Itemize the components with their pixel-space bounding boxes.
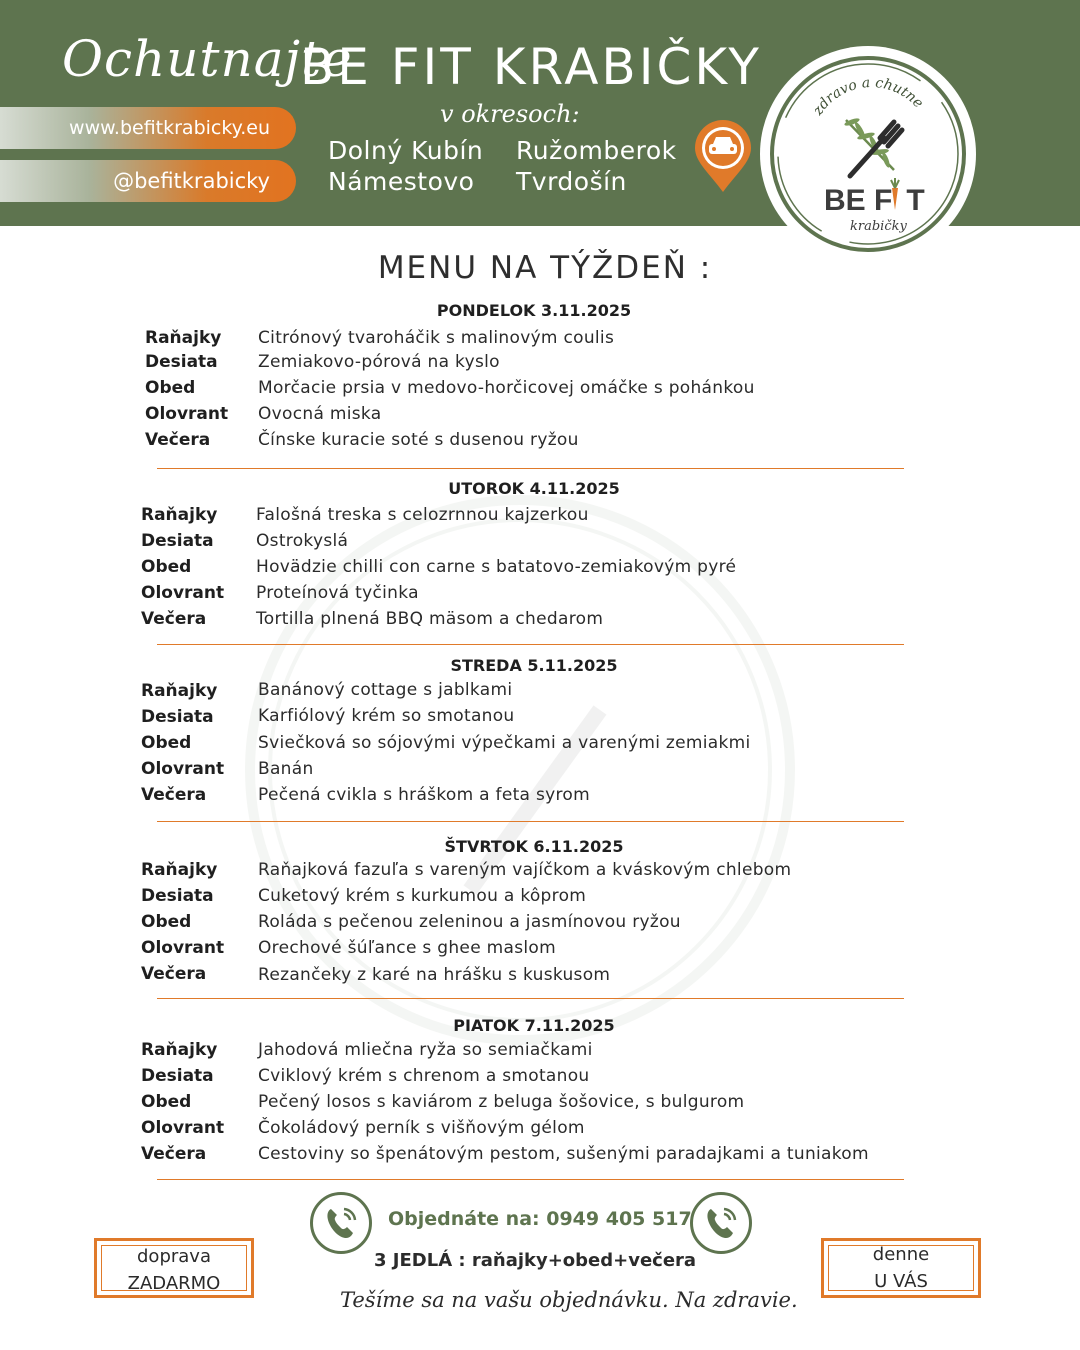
phone-icon[interactable] xyxy=(690,1192,752,1254)
meal-label: Večera xyxy=(141,609,207,629)
meal-dish: Karfiólový krém so smotanou xyxy=(258,706,515,726)
meal-label: Večera xyxy=(141,1144,207,1164)
section-divider xyxy=(157,468,904,469)
meal-label: Obed xyxy=(141,1092,192,1112)
badge-line: denne xyxy=(872,1244,930,1265)
meal-label: Desiata xyxy=(141,531,214,551)
section-divider xyxy=(157,821,904,822)
section-divider xyxy=(157,998,904,999)
logo xyxy=(760,46,976,262)
brand-title: BE FIT KRABIČKY xyxy=(300,38,762,96)
meal-label: Olovrant xyxy=(141,1118,225,1138)
meal-label: Obed xyxy=(141,557,192,577)
meal-dish: Orechové šúľance s ghee maslom xyxy=(258,938,556,958)
day-title-thursday: ŠTVRTOK 6.11.2025 xyxy=(444,837,624,856)
website-link[interactable]: www.befitkrabicky.eu xyxy=(0,107,296,149)
meal-label: Desiata xyxy=(141,1066,214,1086)
rosemary-icon xyxy=(844,117,894,170)
badge-line: ZADARMO xyxy=(127,1273,221,1294)
meal-dish: Ovocná miska xyxy=(258,404,382,424)
meal-label: Obed xyxy=(145,378,196,398)
meal-dish: Morčacie prsia v medovo-horčicovej omáčke s pohánkou xyxy=(258,378,755,398)
meal-label: Olovrant xyxy=(141,759,225,779)
meal-dish: Citrónový tvaroháčik s malinovým coulis xyxy=(258,328,615,348)
meal-dish: Zemiakovo-pórová na kyslo xyxy=(258,352,500,372)
free-delivery-badge xyxy=(94,1238,254,1298)
districts-label: v okresoch: xyxy=(440,100,580,128)
phone-icon[interactable] xyxy=(310,1192,372,1254)
meal-label: Desiata xyxy=(141,886,214,906)
meal-dish: Cestoviny so špenátovým pestom, sušenými paradajkami a tuniakom xyxy=(258,1144,869,1164)
section-divider xyxy=(157,1179,904,1180)
day-title-wednesday: STREDA 5.11.2025 xyxy=(450,656,618,675)
meal-dish: Raňajková fazuľa s vareným vajíčkom a kváskovým chlebom xyxy=(258,860,792,880)
meal-dish: Cviklový krém s chrenom a smotanou xyxy=(258,1066,590,1086)
district-tvrdosin: Tvrdošín xyxy=(516,167,627,196)
meal-label: Raňajky xyxy=(145,328,222,348)
day-title-tuesday: UTOROK 4.11.2025 xyxy=(448,479,620,498)
meal-dish: Roláda s pečenou zeleninou a jasmínovou ryžou xyxy=(258,912,681,932)
district-dolny-kubin: Dolný Kubín xyxy=(328,136,484,165)
meal-dish: Čínske kuracie soté s dusenou ryžou xyxy=(258,430,579,450)
meal-label: Raňajky xyxy=(141,860,218,880)
district-namestovo: Námestovo xyxy=(328,167,475,196)
meal-label: Desiata xyxy=(141,707,214,727)
meal-label: Raňajky xyxy=(141,681,218,701)
meals-info: 3 JEDLÁ : raňajky+obed+večera xyxy=(374,1250,697,1271)
meal-label: Obed xyxy=(141,912,192,932)
meal-label: Olovrant xyxy=(141,938,225,958)
meal-label: Raňajky xyxy=(141,1040,218,1060)
meal-dish: Sviečková so sójovými výpečkami a varenými zemiakmi xyxy=(258,733,751,753)
meal-dish: Jahodová mliečna ryža so semiačkami xyxy=(258,1040,593,1060)
logo-arc-text: zdravo a chutne xyxy=(809,74,927,119)
meal-label: Olovrant xyxy=(145,404,229,424)
meal-dish: Tortilla plnená BBQ mäsom a chedarom xyxy=(256,609,604,629)
thanks-text: Tešíme sa na vašu objednávku. Na zdravie. xyxy=(340,1288,798,1312)
meal-dish: Hovädzie chilli con carne s batatovo-zemiakovým pyré xyxy=(256,557,737,577)
district-ruzomberok: Ružomberok xyxy=(516,136,677,165)
meal-dish: Cuketový krém s kurkumou a kôprom xyxy=(258,886,587,906)
meal-label: Večera xyxy=(141,785,207,805)
section-divider xyxy=(157,644,904,645)
location-car-icon xyxy=(692,120,754,194)
meal-label: Večera xyxy=(145,430,211,450)
meal-dish: Čokoládový perník s višňovým gélom xyxy=(258,1118,585,1138)
meal-label: Obed xyxy=(141,733,192,753)
meal-label: Desiata xyxy=(145,352,218,372)
meal-dish: Rezančeky z karé na hrášku s kuskusom xyxy=(258,965,611,985)
meal-label: Večera xyxy=(141,964,207,984)
logo-name: BE F T xyxy=(824,184,925,217)
meal-dish: Falošná treska s celozrnnou kajzerkou xyxy=(256,505,589,525)
meal-label: Raňajky xyxy=(141,505,218,525)
instagram-link[interactable]: @befitkrabicky xyxy=(0,160,296,202)
badge-line: U VÁS xyxy=(874,1271,928,1292)
meal-label: Olovrant xyxy=(141,583,225,603)
menu-title: MENU NA TÝŽDEŇ : xyxy=(377,250,713,286)
meal-dish: Pečený losos s kaviárom z beluga šošovice, s bulgurom xyxy=(258,1092,745,1112)
day-title-monday: PONDELOK 3.11.2025 xyxy=(436,301,632,320)
logo-sub: krabičky xyxy=(850,219,907,234)
tagline: Ochutnajte xyxy=(62,30,353,88)
meal-dish: Ostrokyslá xyxy=(256,531,349,551)
meal-dish: Banánový cottage s jablkami xyxy=(258,680,513,700)
meal-dish: Banán xyxy=(258,759,314,779)
daily-delivery-badge xyxy=(821,1238,981,1298)
badge-line: doprava xyxy=(137,1246,211,1267)
order-phone[interactable]: Objednáte na: 0949 405 517 xyxy=(388,1208,692,1230)
meal-dish: Pečená cvikla s hráškom a feta syrom xyxy=(258,785,590,805)
meal-dish: Proteínová tyčinka xyxy=(256,583,419,603)
logo-graphic xyxy=(760,46,976,262)
day-title-friday: PIATOK 7.11.2025 xyxy=(453,1016,615,1035)
